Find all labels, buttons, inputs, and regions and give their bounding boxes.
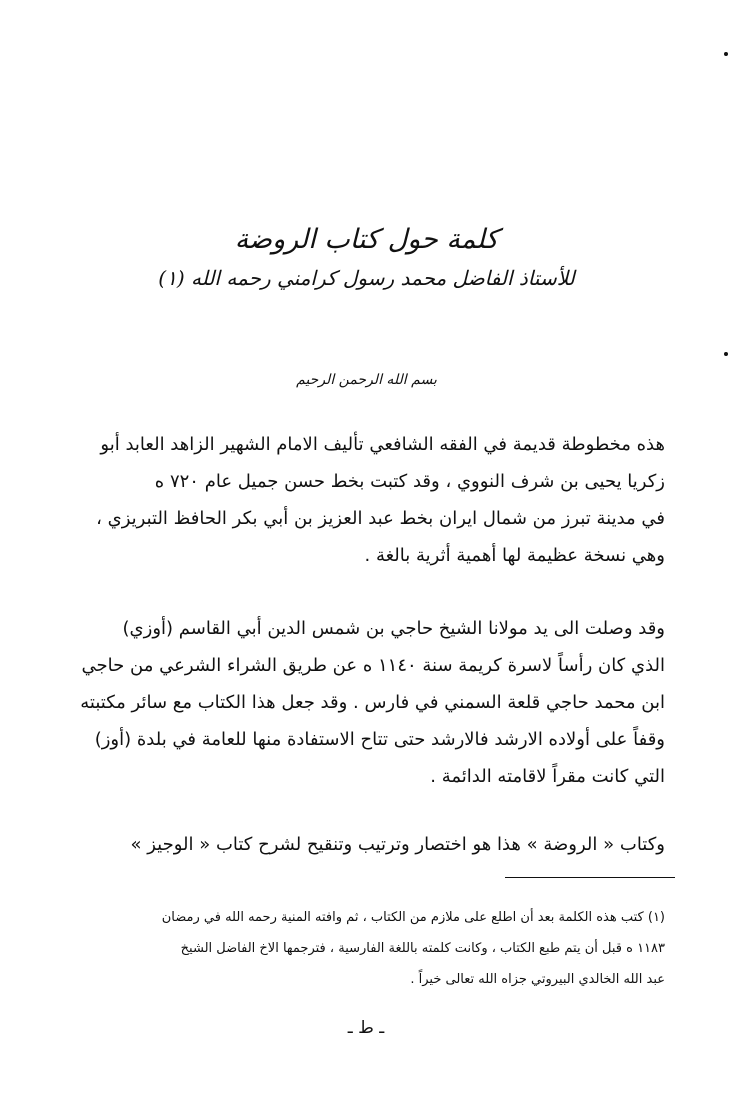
- text-line: وقد وصلت الى يد مولانا الشيخ حاجي بن شمس الدين أبي القاسم (أوزي): [122, 618, 665, 639]
- text-line: التي كانت مقراً لاقامته الدائمة .: [430, 766, 665, 787]
- text-line: في مدينة تبرز من شمال ايران بخط عبد العزيز بن أبي بكر الحافظ التبريزي ،: [96, 508, 665, 529]
- text-line: وكتاب « الروضة » هذا هو اختصار وترتيب وتنقيح لشرح كتاب « الوجيز »: [130, 834, 665, 855]
- text-line: الذي كان رأساً لاسرة كريمة سنة ١١٤٠ ه عن طريق الشراء الشرعي من حاجي: [81, 655, 665, 676]
- text-line: وهي نسخة عظيمة لها أهمية أثرية بالغة .: [364, 545, 665, 566]
- footnote: [67, 902, 665, 995]
- page-number: ـ ط ـ: [347, 1018, 385, 1038]
- paragraph-2: [67, 610, 665, 795]
- text-line: وقفاً على أولاده الارشد فالارشد حتى تتاح الاستفادة منها للعامة في بلدة (أوز): [94, 729, 665, 750]
- footnote-line: عبد الله الخالدي البيروتي جزاه الله تعالى خيراً .: [410, 972, 665, 987]
- scan-mark-middle: [724, 352, 728, 356]
- basmala: بسم الله الرحمن الرحيم: [296, 372, 437, 388]
- author-line: للأستاذ الفاضل محمد رسول كرامني رحمه الله (١): [158, 266, 575, 290]
- text-line: ابن محمد حاجي قلعة السمني في فارس . وقد جعل هذا الكتاب مع سائر مكتبته: [80, 692, 665, 713]
- scan-mark-top: [724, 52, 728, 56]
- text-line: هذه مخطوطة قديمة في الفقه الشافعي تأليف الامام الشهير الزاهد العابد أبو: [100, 434, 665, 455]
- text-line: زكريا يحيى بن شرف النووي ، وقد كتبت بخط حسن جميل عام ٧٢٠ ه: [154, 471, 665, 492]
- page-title: كلمة حول كتاب الروضة: [234, 224, 499, 255]
- footnote-line: ١١٨٣ ه قبل أن يتم طبع الكتاب ، وكانت كلمته باللغة الفارسية ، فترجمها الاخ الفاضل الشيخ: [180, 941, 665, 956]
- footnote-divider: [505, 877, 675, 878]
- footnote-line: (١) كتب هذه الكلمة بعد أن اطلع على ملازم من الكتاب ، ثم وافته المنية رحمه الله في رمضان: [161, 910, 665, 925]
- paragraph-3: [67, 826, 665, 863]
- paragraph-1: [67, 426, 665, 574]
